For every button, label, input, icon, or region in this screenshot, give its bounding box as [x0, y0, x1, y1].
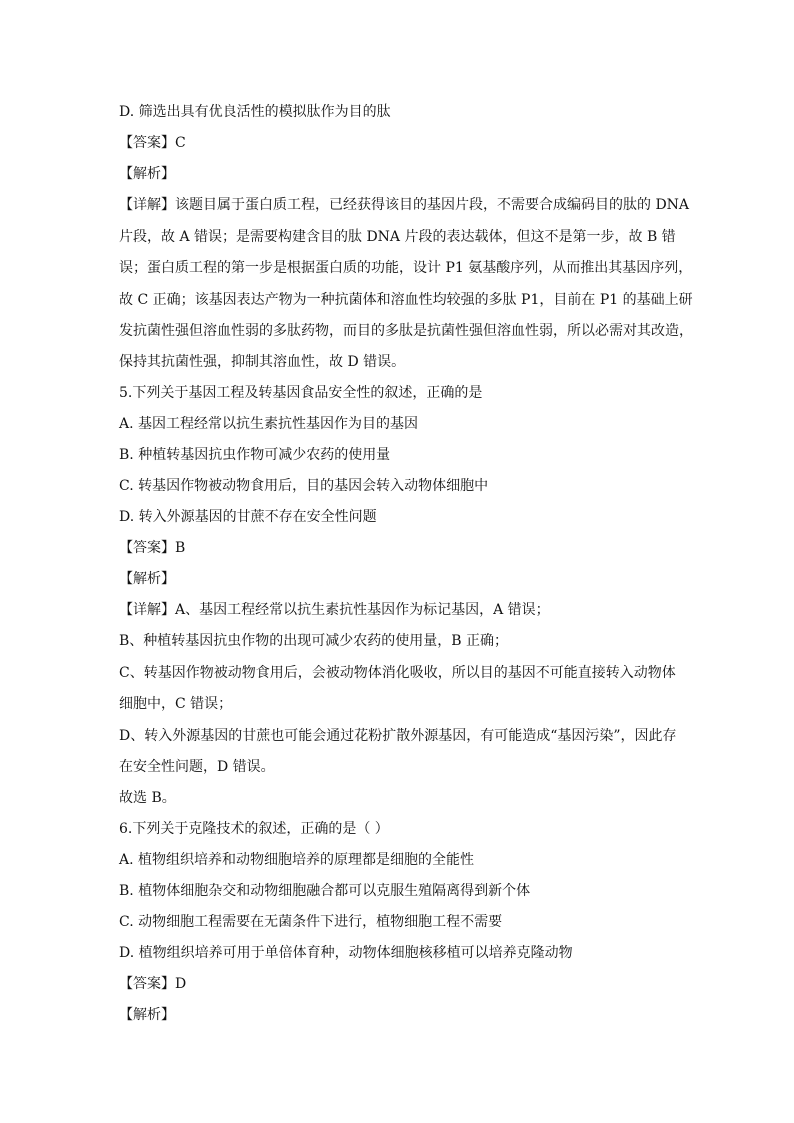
q5-stem: 5.下列关于基因工程及转基因食品安全性的叙述，正确的是: [119, 385, 483, 401]
q5-option-d: D. 转入外源基因的甘蔗不存在安全性问题: [119, 509, 377, 525]
q5-detail-line: C、转基因作物被动物食用后，会被动物体消化吸收，所以目的基因不可能直接转入动物体: [119, 665, 676, 681]
q4-detail-line: 故 C 正确；该基因表达产物为一种抗菌体和溶血性均较强的多肽 P1，目前在 P1 的基础上研: [119, 292, 693, 308]
q4-detail-line: 误；蛋白质工程的第一步是根据蛋白质的功能，设计 P1 氨基酸序列，从而推出其基因序列，: [119, 260, 693, 276]
q6-option-b: B. 植物体细胞杂交和动物细胞融合都可以克服生殖隔离得到新个体: [119, 883, 531, 899]
q6-option-d: D. 植物组织培养可用于单倍体育种，动物体细胞核移植可以培养克隆动物: [119, 945, 573, 961]
q4-detail-line: 发抗菌性强但溶血性弱的多肽药物，而目的多肽是抗菌性强但溶血性弱，所以必需对其改造，: [119, 323, 693, 339]
q4-analysis-label: 【解析】: [119, 166, 175, 182]
q4-detail-line: 保持其抗菌性强，抑制其溶血性，故 D 错误。: [119, 354, 406, 370]
q5-detail-line: 【详解】A、基因工程经常以抗生素抗性基因作为标记基因，A 错误；: [119, 602, 550, 618]
q5-option-b: B. 种植转基因抗虫作物可减少农药的使用量: [119, 447, 391, 463]
q4-detail-line: 【详解】该题目属于蛋白质工程，已经获得该目的基因片段，不需要合成编码目的肽的 DNA: [119, 197, 690, 213]
q5-analysis-label: 【解析】: [119, 571, 175, 587]
q5-detail-line: 细胞中，C 错误；: [119, 696, 233, 712]
q5-option-c: C. 转基因作物被动物食用后，目的基因会转入动物体细胞中: [119, 478, 489, 494]
q5-detail-line: B、种植转基因抗虫作物的出现可减少农药的使用量，B 正确；: [119, 633, 509, 649]
q5-option-a: A. 基因工程经常以抗生素抗性基因作为目的基因: [119, 416, 419, 432]
q6-answer: 【答案】D: [119, 976, 187, 992]
q6-option-a: A. 植物组织培养和动物细胞培养的原理都是细胞的全能性: [119, 852, 475, 868]
q4-answer: 【答案】C: [119, 135, 186, 151]
q5-detail-line: D、转入外源基因的甘蔗也可能会通过花粉扩散外源基因，有可能造成“基因污染”，因此存: [119, 728, 677, 744]
q5-conclusion: 故选 B。: [119, 790, 176, 806]
q6-stem: 6.下列关于克隆技术的叙述，正确的是（ ）: [119, 821, 389, 837]
q5-answer: 【答案】B: [119, 540, 186, 556]
q4-option-d: D. 筛选出具有优良活性的模拟肽作为目的肽: [119, 104, 391, 120]
q4-detail-line: 片段，故 A 错误；是需要构建含目的肽 DNA 片段的表达载体，但这不是第一步，故 B 错: [119, 229, 676, 245]
q6-option-c: C. 动物细胞工程需要在无菌条件下进行，植物细胞工程不需要: [119, 914, 503, 930]
q5-detail-line: 在安全性问题，D 错误。: [119, 759, 275, 775]
q6-analysis-label: 【解析】: [119, 1007, 175, 1023]
